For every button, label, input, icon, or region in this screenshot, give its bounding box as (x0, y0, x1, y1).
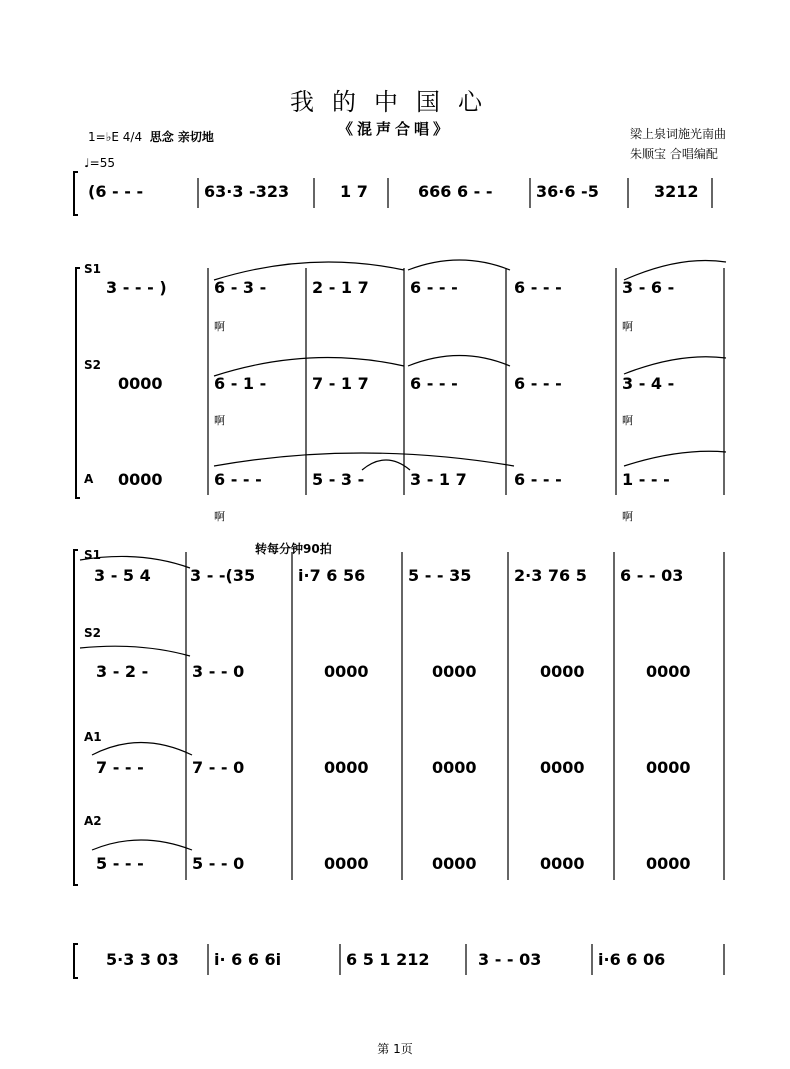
s1-m3: 2 - 1 7 (312, 278, 369, 297)
a-lyric-2: 啊 (622, 510, 633, 523)
s2-m2: 6 - 1 - (214, 374, 267, 393)
s1b-m2: 3 - -(35 (190, 566, 256, 585)
intro-measure-2: 63·3 -323 (204, 182, 290, 201)
s2-m3: 7 - 1 7 (312, 374, 369, 393)
a1-m3: 0000 (324, 758, 369, 777)
s1-m6: 3 - 6 - (622, 278, 675, 297)
s2-lyric-2: 啊 (622, 414, 633, 427)
s2-m6: 3 - 4 - (622, 374, 675, 393)
s4-m5: i·6 6 06 (598, 950, 666, 969)
s1-m5: 6 - - - (514, 278, 562, 297)
intro-measure-6: 3212 (654, 182, 699, 201)
expression-label: 思念 亲切地 (149, 130, 214, 144)
s4-m4: 3 - - 03 (478, 950, 542, 969)
s2b-m3: 0000 (324, 662, 369, 681)
key-label: 1=♭E (88, 130, 119, 144)
intro-measure-3: 1 7 (340, 182, 368, 201)
a2-m1: 5 - - - (96, 854, 144, 873)
intro-measure-1: (6 - - - (88, 182, 144, 201)
a1-m6: 0000 (646, 758, 691, 777)
s4-m1: 5·3 3 03 (106, 950, 179, 969)
tempo-marking: ♩=55 (84, 156, 115, 170)
page-title: 我的中国心 (290, 88, 500, 116)
s1-m1: 3 - - - ) (106, 278, 167, 297)
s1b-m3: i·7 6 56 (298, 566, 366, 585)
credits-line-1: 梁上泉词施光南曲 (630, 127, 727, 141)
a-m6: 1 - - - (622, 470, 670, 489)
s2-lyric-1: 啊 (214, 414, 225, 427)
s1-m2: 6 - 3 - (214, 278, 267, 297)
s1-lyric-2: 啊 (622, 320, 633, 333)
a-lyric-1: 啊 (214, 510, 225, 523)
a1-m2: 7 - - 0 (192, 758, 245, 777)
s1b-m1: 3 - 5 4 (94, 566, 151, 585)
s2-m4: 6 - - - (410, 374, 458, 393)
s2-m5: 6 - - - (514, 374, 562, 393)
a-m2: 6 - - - (214, 470, 262, 489)
part-label-a1: A1 (84, 730, 102, 744)
s4-m3: 6 5 1 212 (346, 950, 430, 969)
part-label-s2-b: S2 (84, 626, 101, 640)
a-m1: 0000 (118, 470, 163, 489)
credits-line-2: 朱顺宝 合唱编配 (630, 147, 718, 161)
s1b-m6: 6 - - 03 (620, 566, 684, 585)
a1-m5: 0000 (540, 758, 585, 777)
s4-m2: i· 6 6 6i (214, 950, 282, 969)
s2b-m5: 0000 (540, 662, 585, 681)
s2b-m1: 3 - 2 - (96, 662, 149, 681)
tempo-change: 转每分钟90拍 (255, 542, 332, 556)
page-number: 第 1页 (377, 1042, 413, 1056)
a1-m1: 7 - - - (96, 758, 144, 777)
intro-measure-4: 666 6 - - (418, 182, 493, 201)
s2-m1: 0000 (118, 374, 163, 393)
a2-m3: 0000 (324, 854, 369, 873)
subtitle: 《混声合唱》 (337, 120, 452, 138)
meter-label: 4/4 (122, 130, 143, 144)
part-label-a2: A2 (84, 814, 102, 828)
part-label-s1: S1 (84, 262, 101, 276)
a-m3: 5 - 3 - (312, 470, 365, 489)
a2-m6: 0000 (646, 854, 691, 873)
part-label-s1-b: S1 (84, 548, 101, 562)
s2b-m6: 0000 (646, 662, 691, 681)
s2b-m2: 3 - - 0 (192, 662, 245, 681)
s1b-m4: 5 - - 35 (408, 566, 472, 585)
a-m4: 3 - 1 7 (410, 470, 467, 489)
s1-m4: 6 - - - (410, 278, 458, 297)
a2-m2: 5 - - 0 (192, 854, 245, 873)
a2-m4: 0000 (432, 854, 477, 873)
a-m5: 6 - - - (514, 470, 562, 489)
s2b-m4: 0000 (432, 662, 477, 681)
part-label-a: A (84, 472, 94, 486)
s1b-m5: 2·3 76 5 (514, 566, 587, 585)
part-label-s2: S2 (84, 358, 101, 372)
s1-lyric-1: 啊 (214, 320, 225, 333)
intro-measure-5: 36·6 -5 (536, 182, 599, 201)
a1-m4: 0000 (432, 758, 477, 777)
a2-m5: 0000 (540, 854, 585, 873)
